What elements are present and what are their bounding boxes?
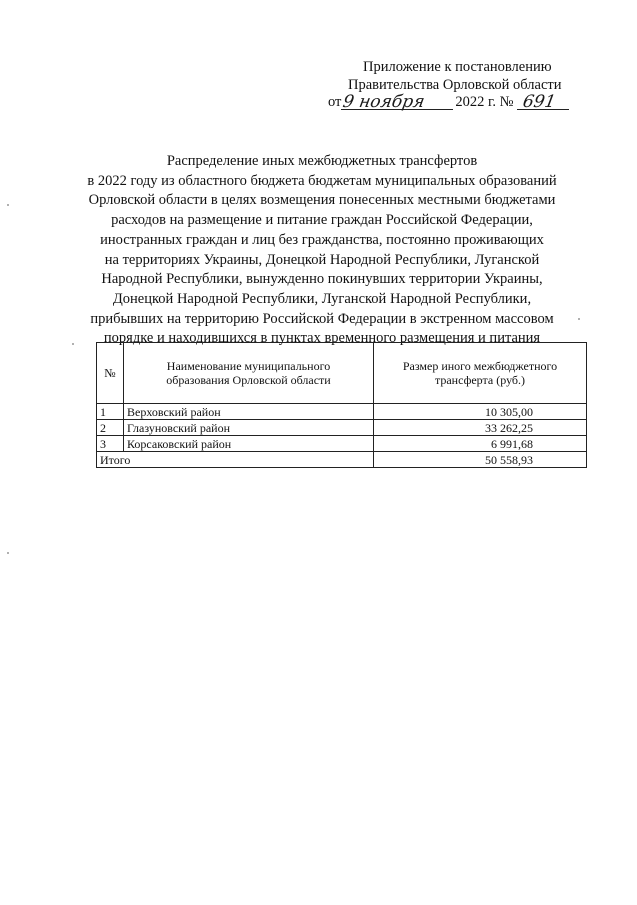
scan-speck <box>7 552 9 554</box>
title-line: Орловской области в целях возмещения понесенных местными бюджетами <box>88 192 556 209</box>
handwritten-date: 9 ноября <box>341 92 427 112</box>
document-title <box>80 152 564 349</box>
scan-speck <box>578 318 580 320</box>
row-amount: 10 305,00 <box>374 404 587 420</box>
total-label: Итого <box>97 452 374 468</box>
scan-speck <box>72 343 74 345</box>
table-header-row <box>97 343 587 404</box>
header-amount-line: Размер иного межбюджетного <box>402 359 558 373</box>
transfers-table <box>96 342 587 468</box>
number-blank <box>517 94 569 110</box>
header-amount <box>374 343 587 404</box>
header-amount-line: трансферта (руб.) <box>434 373 526 387</box>
title-line: расходов на размещение и питание граждан Российской Федерации, <box>111 212 533 229</box>
title-line: на территориях Украины, Донецкой Народной Республики, Луганской <box>104 251 540 268</box>
row-name: Корсаковский район <box>124 436 374 452</box>
title-line: прибывших на территорию Российской Федерации в экстренном массовом <box>90 310 554 327</box>
date-prefix: от <box>328 94 342 110</box>
government-label: Правительства Орловской области <box>348 77 562 93</box>
title-line: Донецкой Народной Республики, Луганской Народной Республики, <box>112 290 532 307</box>
table-row <box>97 436 587 452</box>
row-amount: 33 262,25 <box>374 420 587 436</box>
table-row <box>97 420 587 436</box>
date-blank <box>341 94 453 110</box>
title-line: порядке и находившихся в пунктах временного размещения и питания <box>103 330 541 347</box>
header-name-line: образования Орловской области <box>166 373 331 387</box>
title-line: Народной Республики, вынужденно покинувших территории Украины, <box>101 271 543 288</box>
appendix-label: Приложение к постановлению <box>363 59 552 75</box>
row-name: Глазуновский район <box>124 420 374 436</box>
row-no: 1 <box>97 404 124 420</box>
handwritten-number: 691 <box>521 92 558 112</box>
header-no: № <box>97 343 124 404</box>
header-name-line: Наименование муниципального <box>166 359 331 373</box>
total-amount: 50 558,93 <box>374 452 587 468</box>
date-number-line <box>328 94 569 110</box>
row-no: 2 <box>97 420 124 436</box>
title-line: Распределение иных межбюджетных трансфертов <box>166 153 478 169</box>
table-total-row <box>97 452 587 468</box>
table-row <box>97 404 587 420</box>
row-amount: 6 991,68 <box>374 436 587 452</box>
scan-speck <box>7 204 9 206</box>
row-no: 3 <box>97 436 124 452</box>
header-name <box>124 343 374 404</box>
year-number-text: 2022 г. № <box>455 94 514 110</box>
title-line: в 2022 году из областного бюджета бюджетам муниципальных образований <box>87 172 557 189</box>
title-line: иностранных граждан и лиц без гражданства, постоянно проживающих <box>100 231 544 248</box>
row-name: Верховский район <box>124 404 374 420</box>
